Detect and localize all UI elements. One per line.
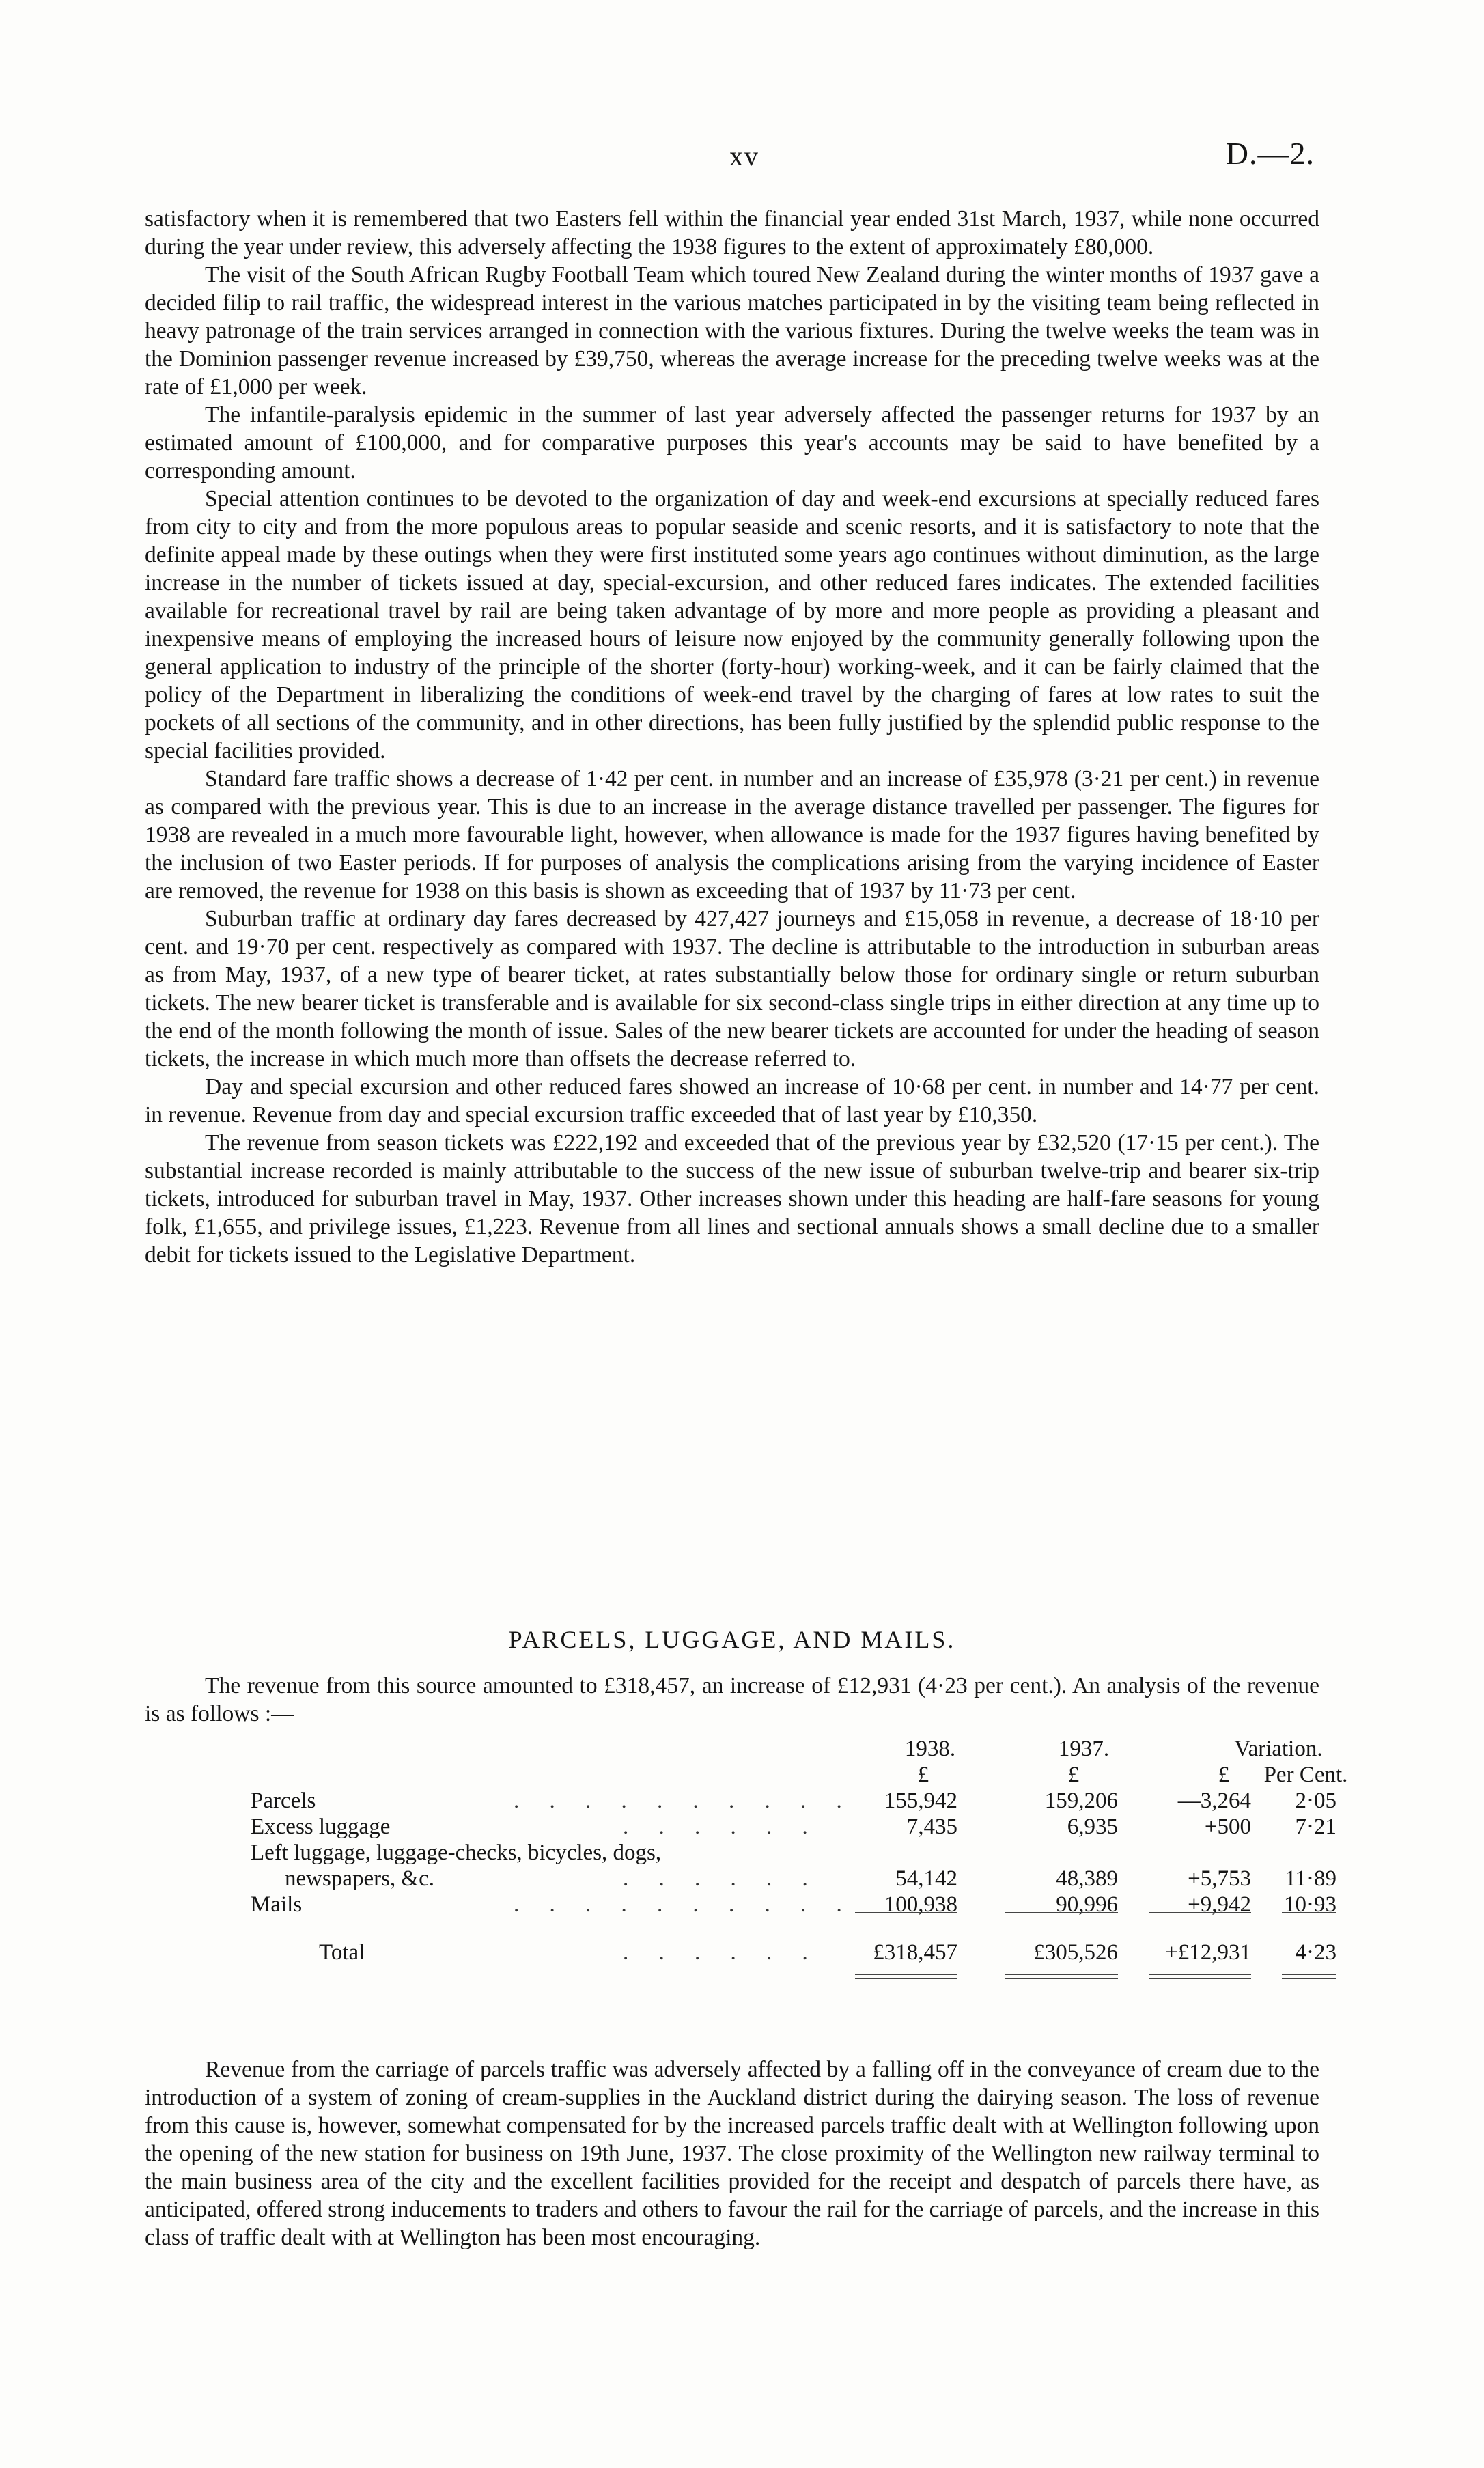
value-percent: 2·05 <box>1295 1789 1336 1813</box>
unit-1937: £ <box>1067 1763 1080 1787</box>
paragraph: The revenue from season tickets was £222,192 and exceeded that of the previous year by £32,520 (17·15 per cent.). The substantial increase recorded is mainly attributable to the success of the new issue of suburban twelve-trip and bearer six-trip tickets, introduced for suburban travel in May, 1937. Other increases shown under this heading are half-fare seasons for young folk, £1,655, and privilege issues, £1,223. Revenue from all lines and sectional annuals shows a small decline due to a smaller debit for tickets issued to the Legislative Department. <box>145 1130 1319 1267</box>
leader-dots: . . . . . . <box>623 1814 820 1839</box>
paragraph: Standard fare traffic shows a decrease of 1·42 per cent. in number and an increase of £35,978 (3·21 per cent.) in revenue as compared with the previous year. This is due to an increase in the average distance travelled per passenger. The figures for 1938 are revealed in a much more favourable light, however, when allowance is made for the 1937 figures having benefited by the inclusion of two Easter periods. If for purposes of analysis the complications arising from the varying incidence of Easter are removed, the revenue for 1938 on this basis is shown as exceeding that of 1937 by 11·73 per cent. <box>145 766 1319 903</box>
paragraph: Special attention continues to be devoted to the organization of day and week-end excursions at specially reduced fares from city to city and from the more populous areas to popular seaside and scenic resorts, and it is satisfactory to note that the definite appeal made by these outings when they were first instituted some years ago continues without diminution, as the large increase in the number of tickets issued at day, special-excursion, and other reduced fares indicates. The extended facilities available for recreational travel by rail are being taken advantage of by more and more people as providing a pleasant and inexpensive means of employing the increased hours of leisure now enjoyed by the community generally following upon the general application to industry of the principle of the shorter (forty-hour) working-week, and it can be fairly claimed that the policy of the Department in liberalizing the conditions of week-end travel by the charging of fares at low rates to suit the pockets of all sections of the community, and in other directions, has been fully justified by the splendid public response to the special facilities provided. <box>145 486 1319 763</box>
paragraph: satisfactory when it is remembered that two Easters fell within the financial year ended 31st March, 1937, while none occurred during the year under review, this adversely affecting the 1938 figures to the extent of approximately £80,000. <box>145 206 1319 260</box>
row-label: newspapers, &c. <box>285 1866 435 1891</box>
value-1938: 7,435 <box>906 1814 957 1839</box>
table-row <box>145 1840 1319 1866</box>
table-row <box>145 1814 1336 1840</box>
leader-dots: . . . . . . . . . . <box>514 1789 854 1813</box>
table-total-row <box>145 1939 1336 1965</box>
value-percent: 10·93 <box>1284 1892 1336 1917</box>
table-unit-row <box>145 1762 1348 1788</box>
closing-text <box>145 2056 1319 2252</box>
total-rule <box>1149 1974 1251 1975</box>
unit-1938: £ <box>917 1763 929 1787</box>
value-1938: 155,942 <box>884 1789 957 1813</box>
leader-dots: . . . . . . <box>623 1940 820 1965</box>
value-1937: 48,389 <box>1056 1866 1118 1891</box>
unit-percent: Per Cent. <box>1263 1763 1348 1787</box>
total-rule <box>1149 1978 1251 1979</box>
row-label: Mails <box>251 1892 303 1917</box>
page-number: xv <box>729 141 759 171</box>
table-header-row <box>145 1736 1323 1762</box>
unit-variation: £ <box>1218 1763 1230 1787</box>
section-title: PARCELS, LUGGAGE, AND MAILS. <box>508 1626 956 1653</box>
value-variation: +5,753 <box>1188 1866 1251 1891</box>
total-percent: 4·23 <box>1295 1940 1336 1965</box>
value-variation: —3,264 <box>1177 1789 1251 1813</box>
total-1937: £305,526 <box>1033 1940 1118 1965</box>
section-intro <box>145 1672 1319 1728</box>
total-rule <box>855 1974 957 1975</box>
total-rule <box>1005 1974 1118 1975</box>
paragraph: The visit of the South African Rugby Football Team which toured New Zealand during the winter months of 1937 gave a decided filip to rail traffic, the widespread interest in the various matches participated in by the visiting team being reflected in heavy patronage of the train services arranged in connection with the various fixtures. During the twelve weeks the team was in the Dominion passenger revenue increased by £39,750, whereas the average increase for the preceding twelve weeks was at the rate of £1,000 per week. <box>145 262 1319 399</box>
total-label: Total <box>319 1940 365 1965</box>
value-1937: 6,935 <box>1067 1814 1118 1839</box>
total-rule <box>1282 1978 1336 1979</box>
paragraph: The infantile-paralysis epidemic in the summer of last year adversely affected the passenger returns for 1937 by an estimated amount of £100,000, and for comparative purposes this year's accounts may be said to have benefited by a corresponding amount. <box>145 402 1319 483</box>
row-label: Excess luggage <box>251 1814 391 1839</box>
total-rule <box>1282 1974 1336 1975</box>
value-1937: 159,206 <box>1044 1789 1118 1813</box>
leader-dots: . . . . . . <box>623 1866 820 1891</box>
total-1938: £318,457 <box>873 1940 957 1965</box>
value-1938: 54,142 <box>895 1866 957 1891</box>
value-percent: 7·21 <box>1295 1814 1336 1839</box>
subtotal-rule <box>1005 1912 1118 1913</box>
subtotal-rule <box>1282 1912 1336 1913</box>
subtotal-rule <box>1149 1912 1251 1913</box>
value-1938: 100,938 <box>884 1892 957 1917</box>
table-row <box>145 1866 1336 1892</box>
total-rule <box>1005 1978 1118 1979</box>
header-1937: 1937. <box>1058 1737 1110 1761</box>
row-label: Left luggage, luggage-checks, bicycles, dogs, <box>251 1840 662 1865</box>
header-1938: 1938. <box>904 1737 956 1761</box>
closing-paragraph: Revenue from the carriage of parcels traffic was adversely affected by a falling off in the conveyance of cream due to the introduction of a system of zoning of cream-supplies in the Auckland district during the dairying season. The loss of revenue from this cause is, however, somewhat compensated for by the increased parcels traffic dealt with at Wellington following upon the opening of the new station for business on 19th June, 1937. The close proximity of the Wellington new railway terminal to the main business area of the city and the excellent facilities provided for the receipt and despatch of parcels there have, as anticipated, offered strong inducements to traders and others to favour the rail for the carriage of parcels, and the increase in this class of traffic dealt with at Wellington has been most encouraging. <box>145 2057 1319 2250</box>
body-text <box>145 205 1319 1269</box>
paragraph: Suburban traffic at ordinary day fares decreased by 427,427 journeys and £15,058 in revenue, a decrease of 18·10 per cent. and 19·70 per cent. respectively as compared with 1937. The decline is attributable to the introduction in suburban areas as from May, 1937, of a new type of bearer ticket, at rates substantially below those for ordinary single or return suburban tickets. The new bearer ticket is transferable and is available for six second-class single trips in either direction at any time up to the end of the month following the month of issue. Sales of the new bearer tickets are accounted for under the heading of season tickets, the increase in which much more than offsets the decrease referred to. <box>145 906 1319 1071</box>
document-code: D.—2. <box>1225 136 1315 171</box>
revenue-table <box>145 1736 1348 1965</box>
value-variation: +500 <box>1204 1814 1251 1839</box>
header-variation: Variation. <box>1234 1737 1323 1761</box>
intro-paragraph: The revenue from this source amounted to £318,457, an increase of £12,931 (4·23 per cent.). An analysis of the revenue is as follows :— <box>145 1673 1319 1726</box>
value-1937: 90,996 <box>1056 1892 1118 1917</box>
paragraph: Day and special excursion and other reduced fares showed an increase of 10·68 per cent. in number and 14·77 per cent. in revenue. Revenue from day and special excursion traffic exceeded that of last year by £10,350. <box>145 1074 1319 1127</box>
total-rule <box>855 1978 957 1979</box>
total-variation: +£12,931 <box>1165 1940 1251 1965</box>
table-row <box>145 1892 1336 1918</box>
table-row <box>145 1788 1336 1814</box>
row-label: Parcels <box>251 1789 316 1813</box>
value-percent: 11·89 <box>1285 1866 1336 1891</box>
value-variation: +9,942 <box>1188 1892 1251 1917</box>
leader-dots: . . . . . . . . . . <box>514 1892 854 1917</box>
subtotal-rule <box>855 1912 957 1913</box>
